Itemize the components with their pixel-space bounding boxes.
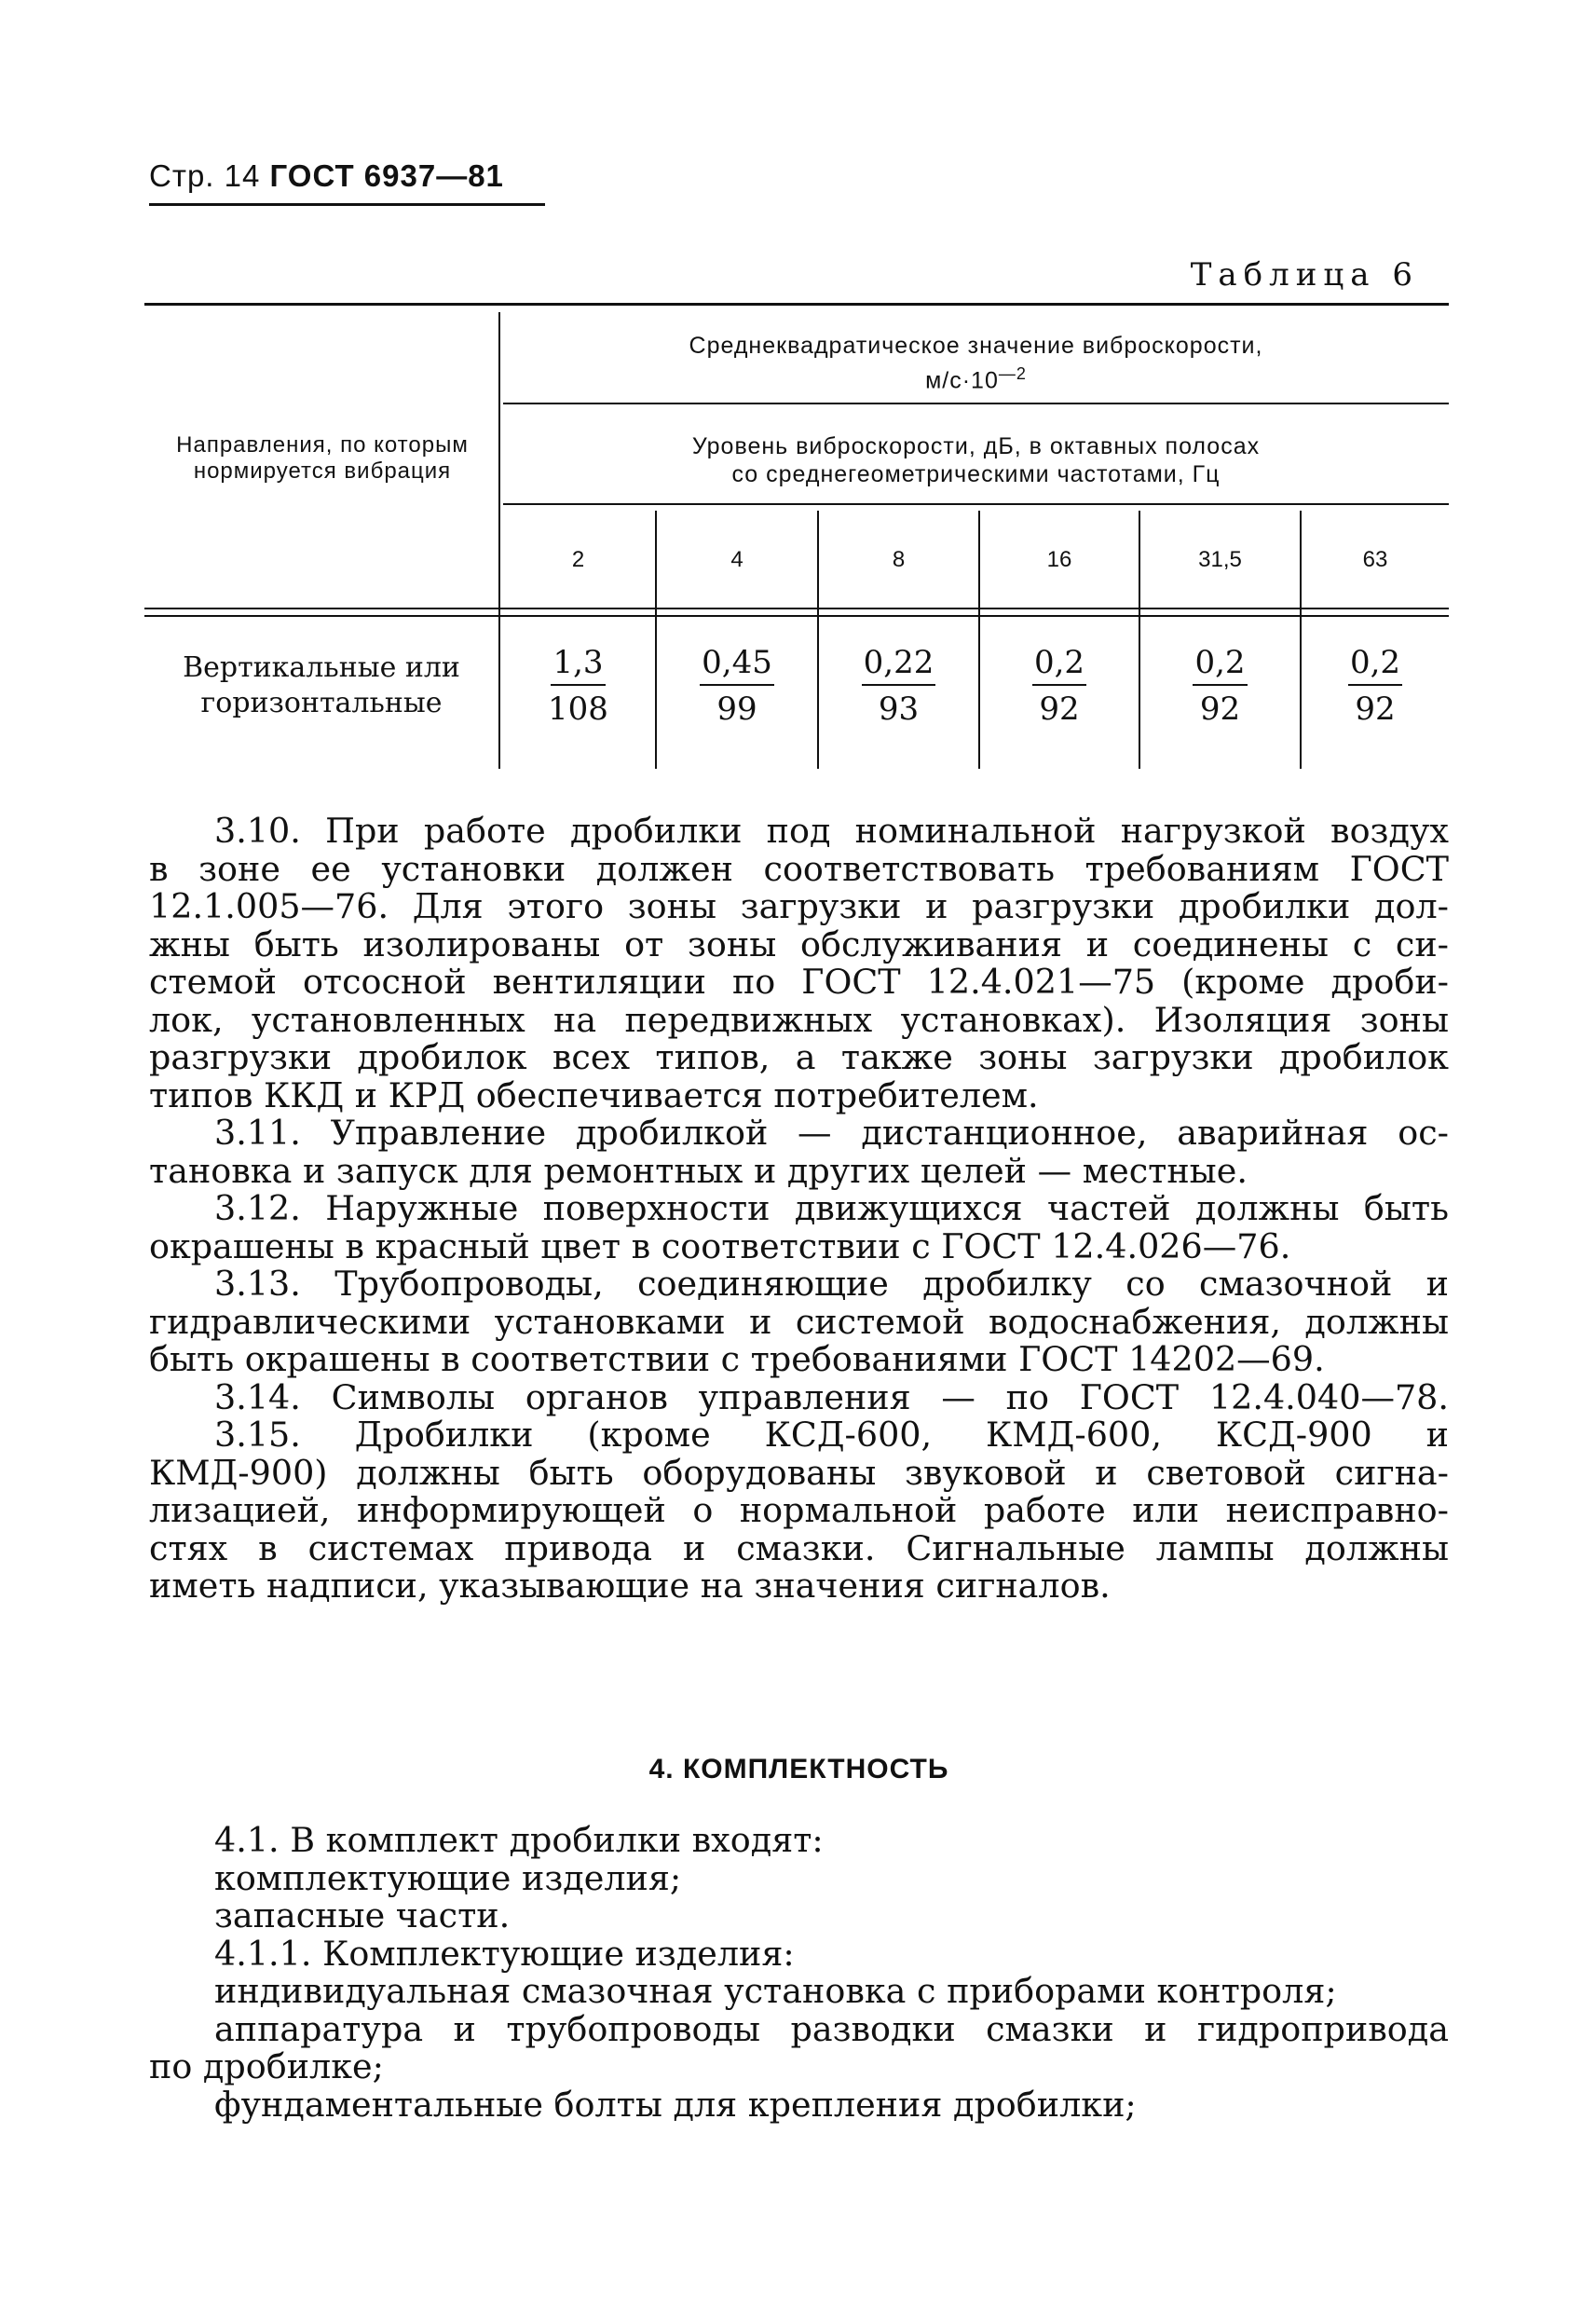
header-rule bbox=[149, 203, 545, 206]
frequency-cell: 4 bbox=[730, 547, 743, 572]
section-4-text bbox=[149, 1822, 1449, 2124]
text-line: комплектующие изделия; bbox=[214, 1857, 682, 1898]
text-line: стях в системах привода и смазки. Сигнальные лампы должны bbox=[149, 1527, 1449, 1568]
value-cell bbox=[657, 643, 817, 729]
level-value: 99 bbox=[716, 691, 757, 728]
text-line: КМД-900) должны быть оборудованы звуковой и световой сигна- bbox=[149, 1452, 1449, 1493]
frequency-cell: 8 bbox=[892, 547, 906, 572]
velocity-value: 0,2 bbox=[1193, 643, 1247, 686]
value-cell bbox=[819, 643, 978, 729]
table-header-rule-1 bbox=[144, 608, 1449, 609]
page-header bbox=[149, 158, 504, 194]
subgroup-header-cell bbox=[503, 432, 1449, 488]
velocity-value: 0,2 bbox=[1348, 643, 1402, 686]
text-line: 3.12. Наружные поверхности движущихся частей должны быть bbox=[214, 1188, 1449, 1228]
text-line: лок, установленных на передвижных установках). Изоляция зоны bbox=[149, 999, 1449, 1040]
text-line: 3.10. При работе дробилки под номинальной нагрузкой воздух bbox=[214, 811, 1449, 851]
row-header-cell: Направления, по которым нормируется вибрация bbox=[176, 432, 469, 484]
group-header-line1: Среднеквадратическое значение виброскорости, bbox=[689, 333, 1263, 359]
level-value: 93 bbox=[878, 691, 920, 728]
text-line: по дробилке; bbox=[149, 2046, 384, 2086]
level-value: 92 bbox=[1199, 691, 1241, 728]
text-line: в зоне ее установки должен соответствовать требованиям ГОСТ bbox=[149, 848, 1449, 889]
text-line: 4.1. В комплект дробилки входят: bbox=[214, 1820, 824, 1860]
row-label: Вертикальные или горизонтальные bbox=[183, 651, 460, 719]
text-line: аппаратура и трубопроводы разводки смазки и гидропривода bbox=[214, 2008, 1449, 2049]
text-line: 3.14. Символы органов управления — по ГОСТ 12.4.040—78. bbox=[214, 1376, 1449, 1417]
value-cell bbox=[501, 643, 655, 729]
page-number: Стр. 14 bbox=[149, 158, 261, 193]
group-header-exponent: —2 bbox=[998, 364, 1027, 383]
frequency-cell: 31,5 bbox=[1198, 547, 1242, 572]
text-line: иметь надписи, указывающие на значения сигналов. bbox=[149, 1566, 1111, 1606]
frequency-cell: 16 bbox=[1046, 547, 1072, 572]
standard-number: ГОСТ 6937—81 bbox=[269, 158, 504, 193]
text-line: тановка и запуск для ремонтных и других целей — местные. bbox=[149, 1150, 1248, 1191]
subgroup-header-line1: Уровень виброскорости, дБ, в октавных полосах bbox=[691, 433, 1261, 459]
text-line: 12.1.005—76. Для этого зоны загрузки и разгрузки дробилки дол- bbox=[149, 886, 1449, 926]
text-line: фундаментальные болты для крепления дробилки; bbox=[214, 2084, 1137, 2125]
text-line: стемой отсосной вентиляции по ГОСТ 12.4.021—75 (кроме дроби- bbox=[149, 962, 1449, 1002]
table-caption: Таблица 6 bbox=[1190, 256, 1419, 294]
text-line: окрашены в красный цвет в соответствии с ГОСТ 12.4.026—76. bbox=[149, 1225, 1291, 1266]
text-line: типов ККД и КРД обеспечивается потребителем. bbox=[149, 1074, 1039, 1115]
value-cell bbox=[1302, 643, 1449, 729]
group-header-line2: м/с·10 bbox=[925, 367, 999, 394]
group-header-cell bbox=[503, 332, 1449, 394]
section-title: 4. КОМПЛЕКТНОСТЬ bbox=[648, 1754, 949, 1785]
velocity-value: 0,22 bbox=[862, 643, 936, 686]
text-line: запасные части. bbox=[214, 1895, 511, 1935]
text-line: лизацией, информирующей о нормальной работе или неисправно- bbox=[149, 1490, 1449, 1530]
table-subgroup-rule bbox=[503, 503, 1449, 505]
frequency-cell: 63 bbox=[1362, 547, 1388, 572]
subgroup-header-line2: со среднегеометрическими частотами, Гц bbox=[731, 461, 1221, 487]
level-value: 92 bbox=[1039, 691, 1080, 728]
velocity-value: 0,45 bbox=[700, 643, 774, 686]
level-value: 92 bbox=[1355, 691, 1396, 728]
velocity-value: 0,2 bbox=[1032, 643, 1086, 686]
section-3-text bbox=[149, 813, 1449, 1606]
text-line: 3.11. Управление дробилкой — дистанционное, аварийная ос- bbox=[214, 1113, 1449, 1153]
text-line: жны быть изолированы от зоны обслуживания и соединены с си- bbox=[149, 923, 1449, 964]
velocity-value: 1,3 bbox=[551, 643, 605, 686]
level-value: 108 bbox=[548, 691, 608, 728]
text-line: 3.13. Трубопроводы, соединяющие дробилку со смазочной и bbox=[214, 1264, 1449, 1304]
table-group-rule bbox=[503, 403, 1449, 404]
text-line: гидравлическими установками и системой водоснабжения, должны bbox=[149, 1301, 1449, 1342]
table-header-rule-2 bbox=[144, 615, 1449, 617]
value-cell bbox=[980, 643, 1139, 729]
table-top-rule bbox=[144, 303, 1449, 306]
table-vline-label bbox=[498, 312, 500, 769]
text-line: 4.1.1. Комплектующие изделия: bbox=[214, 1933, 795, 1974]
text-line: быть окрашены в соответствии с требованиями ГОСТ 14202—69. bbox=[149, 1339, 1325, 1379]
text-line: индивидуальная смазочная установка с приборами контроля; bbox=[214, 1971, 1337, 2011]
text-line: разгрузки дробилок всех типов, а также зоны загрузки дробилок bbox=[149, 1037, 1449, 1077]
text-line: 3.15. Дробилки (кроме КСД-600, КМД-600, КСД-900 и bbox=[214, 1415, 1449, 1455]
frequency-cell: 2 bbox=[571, 547, 585, 572]
value-cell bbox=[1140, 643, 1300, 729]
